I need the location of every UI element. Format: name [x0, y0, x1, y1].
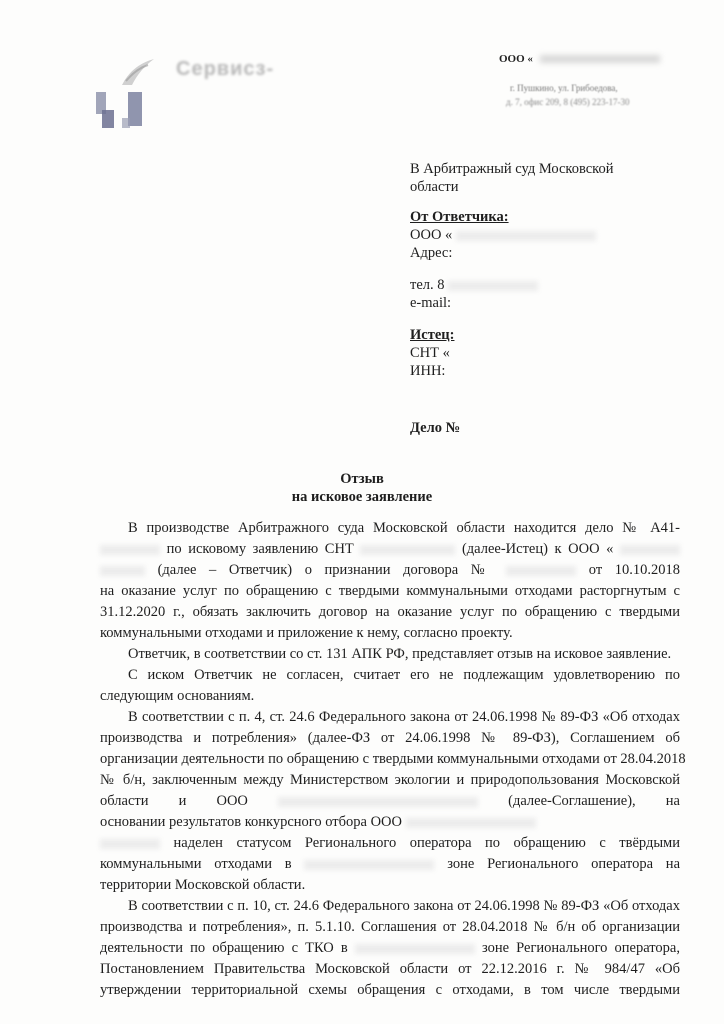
redacted-field [448, 281, 538, 291]
paragraph-2 [100, 644, 680, 665]
text-line: С иском Ответчик не согласен, считает его не подлежащим удовлетворению по [128, 667, 680, 683]
case-number-label: Дело № [410, 420, 461, 436]
text-line: Ответчик, в соответствии со ст. 131 АПК РФ, представляет отзыв на исковое заявление. [128, 646, 672, 662]
redacted-field [406, 818, 536, 828]
paragraph-1 [100, 518, 680, 644]
text-line: производства и потребления», п. 5.1.10. Соглашения от 28.04.2018 № б/н об организации [100, 919, 680, 935]
company-logo-text: Сервисз- [176, 58, 275, 80]
text-line: территории Московской области. [100, 877, 306, 893]
plaintiff-name: СНТ « [410, 345, 450, 361]
redacted-field [304, 860, 434, 870]
text-line: организации деятельности по обращению с твердыми коммунальными отходами от 28.04.2018 [100, 751, 686, 767]
text-line: В соответствии с п. 4, ст. 24.6 Федерального закона от 24.06.1998 № 89-ФЗ «Об отходах [128, 709, 680, 725]
company-logo-icon [118, 55, 158, 91]
address-label: Адрес: [410, 245, 453, 261]
redacted-field [278, 797, 478, 807]
redacted-field [100, 839, 160, 849]
text-line: производства и потребления» (далее-ФЗ от 24.06.1998 № 89-ФЗ), Соглашением об [100, 730, 680, 746]
text-line: (далее – Ответчик) о признании договора № от 10.10.2018 [100, 560, 680, 581]
text-line: 31.12.2020 г., обязать заключить договор на оказание услуг по обращению с твердыми [100, 604, 680, 620]
text-line: коммунальными отходами в зоне Регионального оператора на [100, 856, 680, 872]
redacted-field [456, 231, 596, 241]
document-body [100, 518, 686, 1001]
paragraph-4 [100, 707, 686, 896]
redacted-field [360, 545, 455, 555]
phone-label: тел. 8 [410, 277, 445, 293]
paragraph-5 [100, 896, 680, 1001]
document-subtitle: на исковое заявление [291, 489, 433, 505]
from-company: ООО « [410, 227, 453, 243]
redacted-field [506, 566, 576, 576]
text-line: В соответствии с п. 10, ст. 24.6 Федерального закона от 24.06.1998 № 89-ФЗ «Об отходах [128, 898, 680, 914]
text-line: наделен статусом Регионального оператора по обращению с твёрдыми [100, 833, 680, 854]
letterhead-address: г. Пушкино, ул. Грибоедова, [510, 83, 618, 93]
text-line: основании результатов конкурсного отбора ООО [100, 812, 680, 833]
plaintiff-label: Истец: [410, 327, 455, 343]
from-company-line [410, 226, 596, 244]
court-line-2: области [410, 179, 459, 195]
redacted-field [620, 545, 680, 555]
text-line: следующим основаниям. [100, 688, 255, 704]
phone-line [410, 276, 538, 294]
redacted-field [100, 545, 160, 555]
letterhead-contacts: д. 7, офис 209, 8 (495) 223-17-30 [506, 97, 630, 107]
email-label: e-mail: [410, 295, 452, 311]
text-line: деятельности по обращению с ТКО в зоне Регионального оператора, [100, 940, 680, 956]
paragraph-3 [100, 665, 680, 707]
text-line: коммунальными отходами и приложение к нему, согласно проекту. [100, 625, 513, 641]
from-label: От Ответчика: [410, 209, 509, 225]
text-line: В производстве Арбитражного суда Московской области находится дело № А41- [128, 520, 680, 536]
court-line-1: В Арбитражный суд Московской [410, 161, 614, 177]
redacted-company-name [540, 55, 660, 63]
text-line: утверждении территориальной схемы обращения с отходами, в том числе твердыми [100, 982, 680, 998]
text-line: Постановлением Правительства Московской области от 22.12.2016 г. № 984/47 «Об [100, 961, 680, 977]
text-line: № б/н, заключенным между Министерством экологии и природопользования Московской [100, 772, 680, 788]
redacted-field [100, 566, 145, 576]
text-line: области и ООО (далее-Соглашение), на [100, 793, 680, 809]
document-title: Отзыв [340, 471, 384, 487]
inn-label: ИНН: [410, 363, 446, 379]
logo-emblem-icon [92, 88, 154, 132]
text-line: на оказание услуг по обращению с твердыми коммунальными отходами расторгнутым с [100, 583, 680, 599]
redacted-field [355, 944, 475, 954]
letterhead-company-name: ООО « [499, 53, 533, 65]
text-line: по исковому заявлению СНТ (далее-Истец) к ООО « [100, 539, 680, 560]
